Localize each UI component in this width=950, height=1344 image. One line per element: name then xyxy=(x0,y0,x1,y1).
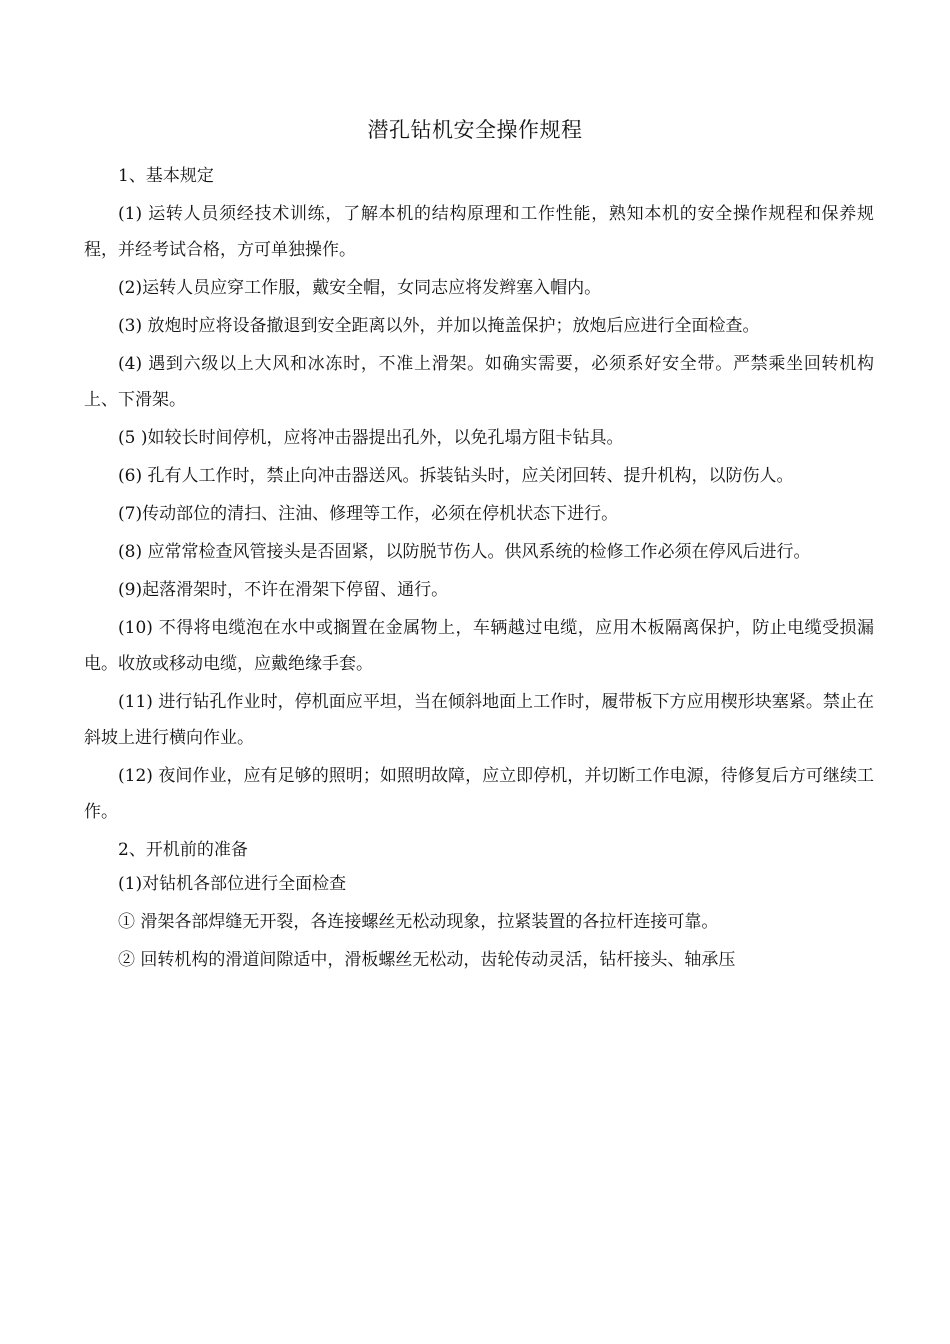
prep-item-1: ① 滑架各部焊缝无开裂，各连接螺丝无松动现象，拉紧装置的各拉杆连接可靠。 xyxy=(118,912,719,932)
section-heading-preparation: 2、开机前的准备 xyxy=(118,840,248,860)
prep-paragraph-1: (1)对钻机各部位进行全面检查 xyxy=(118,874,347,894)
rule-paragraph-5: (5 )如较长时间停机，应将冲击器提出孔外，以免孔塌方阻卡钻具。 xyxy=(118,428,624,448)
rule-paragraph-4: (4) 遇到六级以上大风和冰冻时，不准上滑架。如确实需要，必须系好安全带。严禁乘坐回转机构上、下滑架。 xyxy=(84,354,874,410)
rule-paragraph-9: (9)起落滑架时，不许在滑架下停留、通行。 xyxy=(118,580,449,600)
rule-paragraph-10: (10) 不得将电缆泡在水中或搁置在金属物上，车辆越过电缆，应用木板隔离保护，防止电缆受损漏电。收放或移动电缆，应戴绝缘手套。 xyxy=(84,618,874,674)
document-body xyxy=(84,158,874,978)
prep-item-2: ② 回转机构的滑道间隙适中，滑板螺丝无松动，齿轮传动灵活，钻杆接头、轴承压 xyxy=(118,950,736,970)
rule-paragraph-7: (7)传动部位的清扫、注油、修理等工作，必须在停机状态下进行。 xyxy=(118,504,619,524)
rule-paragraph-3: (3) 放炮时应将设备撤退到安全距离以外，并加以掩盖保护；放炮后应进行全面检查。 xyxy=(118,316,760,336)
section-heading-basic-rules: 1、基本规定 xyxy=(118,166,214,186)
page-title: 潜孔钻机安全操作规程 xyxy=(367,118,583,142)
rule-paragraph-6: (6) 孔有人工作时，禁止向冲击器送风。拆装钻头时，应关闭回转、提升机构，以防伤人。 xyxy=(118,466,794,486)
rule-paragraph-8: (8) 应常常检查风管接头是否固紧，以防脱节伤人。供风系统的检修工作必须在停风后进行。 xyxy=(118,542,811,562)
rule-paragraph-2: (2)运转人员应穿工作服，戴安全帽，女同志应将发辫塞入帽内。 xyxy=(118,278,602,298)
rule-paragraph-1: (1) 运转人员须经技术训练，了解本机的结构原理和工作性能，熟知本机的安全操作规程和保养规程，并经考试合格，方可单独操作。 xyxy=(84,204,874,260)
rule-paragraph-12: (12) 夜间作业，应有足够的照明；如照明故障，应立即停机，并切断工作电源，待修复后方可继续工作。 xyxy=(84,766,874,822)
rule-paragraph-11: (11) 进行钻孔作业时，停机面应平坦，当在倾斜地面上工作时，履带板下方应用楔形块塞紧。禁止在斜坡上进行横向作业。 xyxy=(84,692,874,748)
